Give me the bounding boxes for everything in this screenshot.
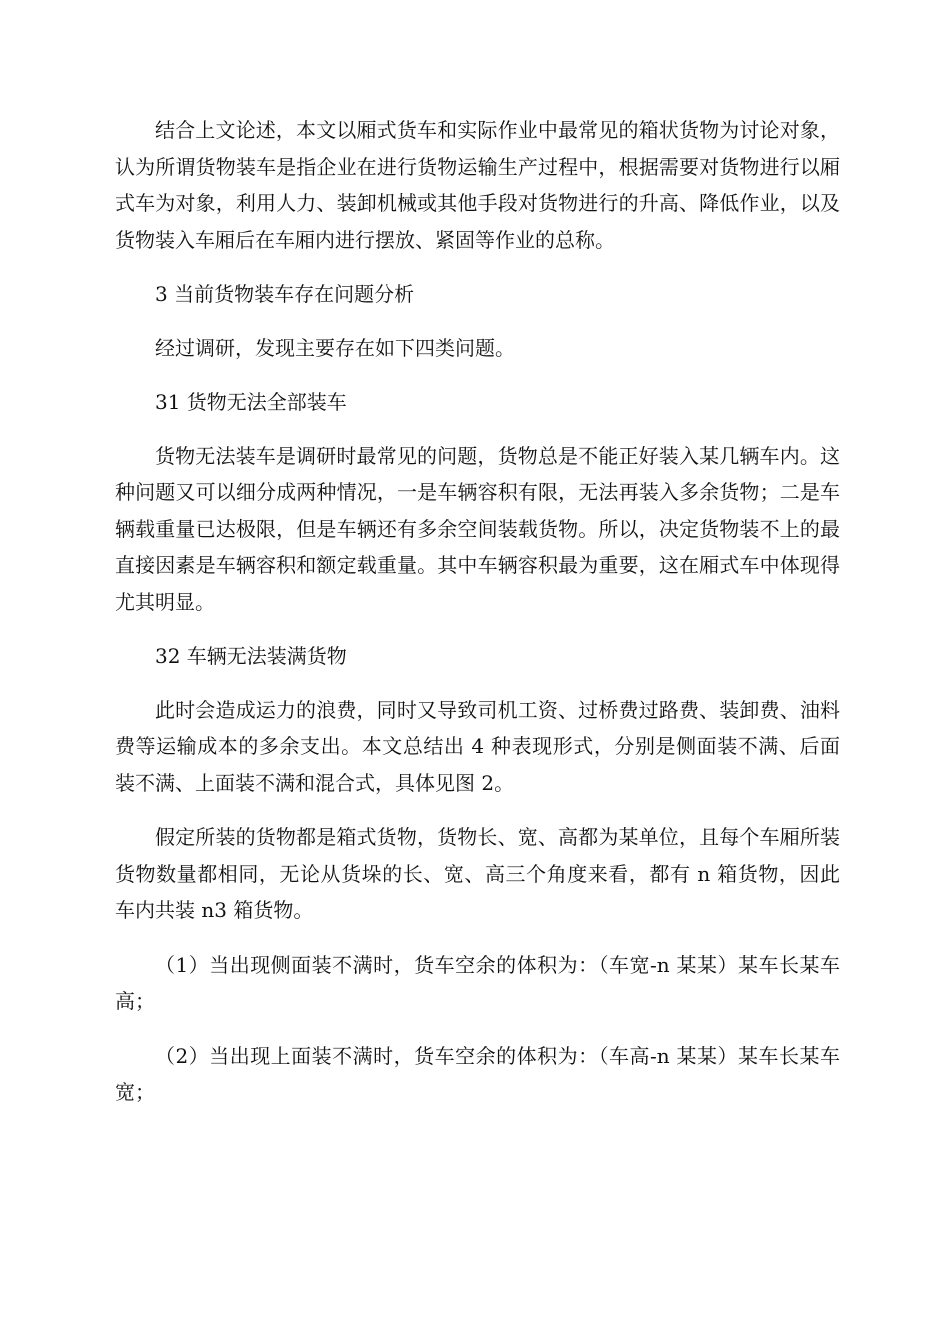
section-heading-3-2: 32 车辆无法装满货物 <box>155 644 347 668</box>
paragraph-case-side: （1）当出现侧面装不满时，货车空余的体积为：（车宽-n 某某）某车长某车高； <box>115 952 840 1013</box>
paragraph-not-full: 此时会造成运力的浪费，同时又导致司机工资、过桥费过路费、装卸费、油料费等运输成本的多余支出。本文总结出 4 种表现形式，分别是侧面装不满、后面装不满、上面装不满和混合式，具体见图 2。 <box>115 697 840 795</box>
section-heading-3: 3 当前货物装车存在问题分析 <box>155 282 415 306</box>
paragraph-cannot-load-all: 货物无法装车是调研时最常见的问题，货物总是不能正好装入某几辆车内。这种问题又可以细分成两种情况，一是车辆容积有限，无法再装入多余货物；二是车辆载重量已达极限，但是车辆还有多余空间装载货物。所以，决定货物装不上的最直接因素是车辆容积和额定载重量。其中车辆容积最为重要，这在厢式车中体现得尤其明显。 <box>115 443 840 614</box>
paragraph-case-top: （2）当出现上面装不满时，货车空余的体积为：（车高-n 某某）某车长某车宽； <box>115 1043 840 1104</box>
paragraph-assumption: 假定所装的货物都是箱式货物，货物长、宽、高都为某单位，且每个车厢所装货物数量都相同，无论从货垛的长、宽、高三个角度来看，都有 n 箱货物，因此车内共装 n3 箱货物。 <box>115 825 840 922</box>
document-body <box>115 112 840 1129</box>
section-heading-3-1: 31 货物无法全部装车 <box>155 390 347 414</box>
paragraph-definition: 结合上文论述，本文以厢式货车和实际作业中最常见的箱状货物为讨论对象，认为所谓货物装车是指企业在进行货物运输生产过程中，根据需要对货物进行以厢式车为对象，利用人力、装卸机械或其他手段对货物进行的升高、降低作业，以及货物装入车厢后在车厢内进行摆放、紧固等作业的总称。 <box>115 118 840 252</box>
paragraph-survey-intro: 经过调研，发现主要存在如下四类问题。 <box>155 335 515 360</box>
